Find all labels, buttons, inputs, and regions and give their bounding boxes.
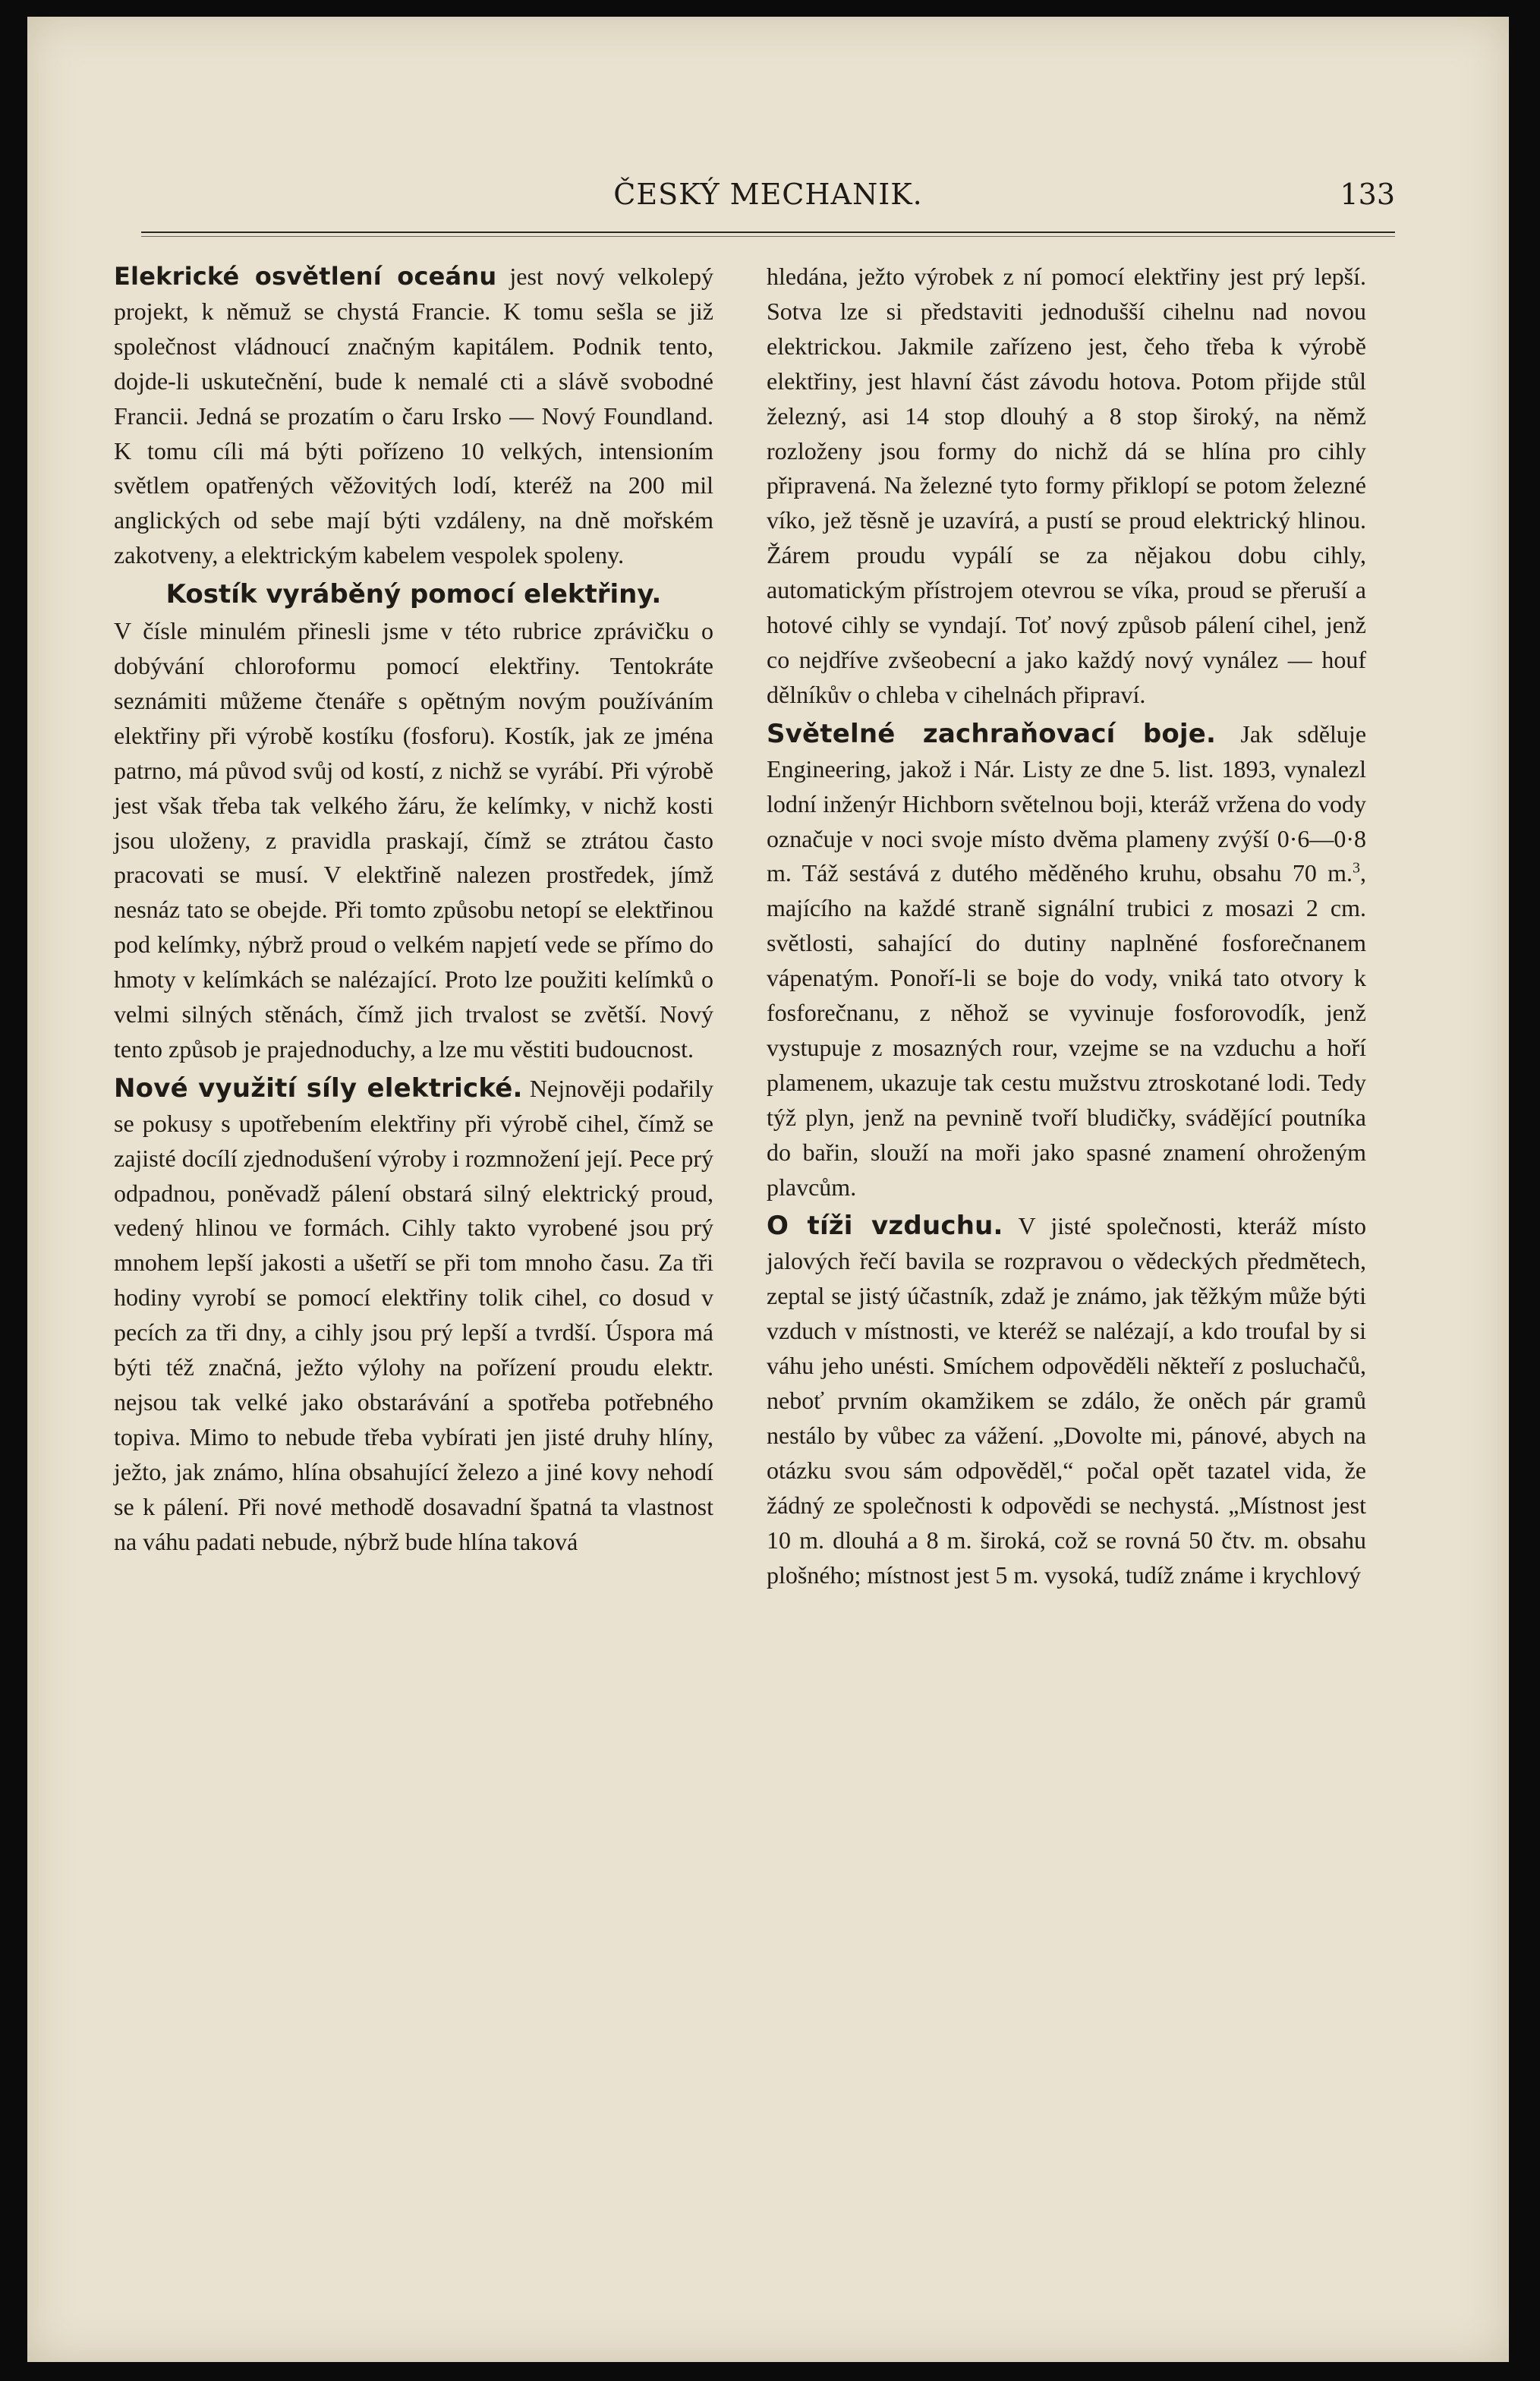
- right-column: [767, 260, 1366, 1592]
- article-body: hledána, ježto výrobek z ní pomocí elektřiny jest prý lepší. Sotva lze si představiti jednodušší cihelnu nad novou elektrickou. Jakmile zařízeno jest, čeho třeba k výrobě elektřiny, jest hlavní část závodu hotova. Potom přijde stůl železný, asi 14 stop dlouhý a 8 stop široký, na němž rozloženy jsou formy do nichž dá se hlína pro cihly připravená. Na železné tyto formy přiklopí se potom železné víko, jež těsně je uzavírá, a pustí se proud elektrický hlinou. Žárem proudu vypálí se za nějakou dobu cihly, automatickým přístrojem otevrou se víka, proud se přeruší a hotové cihly se vyndají. Toť nový způsob pálení cihel, jenž co nejdříve zvšeobecní a jako každý nový vynález — houf dělníkův o chleba v cihelnách připraví.: [767, 263, 1366, 708]
- article-heading: O tíži vzduchu.: [767, 1211, 1003, 1242]
- article-body: V jisté společnosti, kteráž místo jalových řečí bavila se rozpravou o vědeckých předmětech, zeptal se jistý účastník, zdaž je známo, jak těžkým může býti vzduch v místnosti, ve kteréž se nalézají, a kdo troufal by si váhu jeho unésti. Smíchem odpověděli někteří z posluchačů, neboť prvním okamžikem se zdálo, že oněch pár gramů nestálo by vůbec za vážení. „Dovolte mi, pánové, abych na otázku svou sám odpověděl,“ počal opět tazatel vida, že žádný ze společnosti k odpovědi se nechystá. „Místnost jest 10 m. dlouhá a 8 m. široká, což se rovná 50 čtv. m. obsahu plošného; místnost jest 5 m. vysoká, tudíž známe i krychlový: [767, 1212, 1367, 1589]
- article-electric-ocean-lighting: [114, 260, 713, 573]
- header-rule: [141, 231, 1395, 233]
- superscript: 3: [1353, 859, 1360, 877]
- article-electric-bricks: [114, 1072, 713, 1560]
- article-electric-bricks-continued: [767, 260, 1366, 713]
- article-air-weight: [767, 1209, 1366, 1592]
- article-phosphorus: [114, 614, 713, 1067]
- header-rule-thin: [141, 236, 1395, 237]
- page-header: [141, 178, 1395, 220]
- article-body: , majícího na každé straně signální trubici z mosazi 2 cm. světlosti, sahající do dutiny naplněné fosforečnanem vápenatým. Ponoří-li se boje do vody, vniká tato otvory k fosforečnanu, z něhož se vyvinuje fosforovodík, jenž vystupuje z mosazných rour, vzejme se na vzduchu a hoří plamenem, ukazuje tak cestu mužstvu ztroskotané lodi. Tedy týž plyn, jenž na pevnině tvoří bludičky, svádějící poutníka do bařin, slouží na moři jako spasné znamení ohroženým plavcům.: [767, 859, 1366, 1201]
- journal-title: ČESKÝ MECHANIK.: [613, 178, 923, 211]
- article-body: Jak sděluje Engineering, jakož i Nár. Listy ze dne 5. list. 1893, vynalezl lodní inženýr Hichborn světelnou boji, kteráž vržena do vody označuje v noci svoje místo dvěma plameny zvýší 0·6—0·8 m. Táž sestává z dutého měděného kruhu, obsahu 70 m.: [767, 720, 1367, 887]
- article-heading: Nové využití síly elektrické.: [114, 1072, 523, 1104]
- left-column: [114, 260, 713, 1560]
- article-body: Nejnověji podařily se pokusy s upotřebením elektřiny při výrobě cihel, čímž se zajisté docílí zjednodušení výroby i rozmnožení její. Pece prý odpadnou, poněvadž pálení obstará silný elektrický proud, vedený hlinou ve formách. Cihly takto vyrobené jsou prý mnohem lepší jakosti a ušetří se při tom mnoho času. Za tři hodiny vyrobí se pomocí elektřiny tolik cihel, co dosud v pecích za tři dny, a cihly jsou prý lepší a tvrdší. Úspora má býti též značná, ježto výlohy na pořízení proudu elektr. nejsou tak velké jako obstarávání a spotřeba potřebného topiva. Mimo to nebude třeba vybírati jen jisté druhy hlíny, ježto, jak známo, hlína obsahující železo a jiné kovy nehodí se k pálení. Při nové methodě dosavadní špatná ta vlastnost na váhu padati nebude, nýbrž bude hlína taková: [114, 1074, 714, 1555]
- article-heading: Světelné zachraňovací boje.: [767, 718, 1217, 749]
- article-heading: Elekrické osvětlení oceánu: [114, 262, 497, 291]
- article-body: V čísle minulém přinesli jsme v této rubrice zprávičku o dobývání chloroformu pomocí elektřiny. Tentokráte seznámiti můžeme čtenáře s opětným novým používáním elektřiny při výrobě kostíku (fosforu). Kostík, jak ze jména patrno, má původ svůj od kostí, z nichž se vyrábí. Při výrobě jest však třeba tak velkého žáru, že kelímky, v nichž kosti jsou uloženy, z pravidla praskají, čímž se ztrátou často pracovati se musí. V elektřině nalezen prostředek, jímž nesnáz tato se obejde. Při tomto způsobu netopí se elektřinou pod kelímky, nýbrž proud o velkém napjetí vede se přímo do hmoty v kelímkách se nalézající. Proto lze použiti kelímků o velmi silných stěnách, čímž jich trvalost se zvětší. Nový tento způsob je prajednoduchy, a lze mu věstiti budoucnost.: [114, 617, 713, 1063]
- article-rescue-buoys: [767, 717, 1366, 1205]
- article-heading: Kostík vyráběný pomocí elektřiny.: [165, 579, 662, 610]
- article-body: jest nový velkolepý projekt, k němuž se chystá Francie. K tomu sešla se již společnost vládnoucí značným kapitálem. Podnik tento, dojde-li uskutečnění, bude k nemalé cti a slávě svobodné Francii. Jedná se prozatím o čaru Irsko — Nový Foundland. K tomu cíli má býti pořízeno 10 velkých, intensioním světlem opatřených věžovitých lodí, kteréž na 200 mil anglických od sebe mají býti vzdáleny, na dně mořském zakotveny, a elektrickým kabelem vespolek spoleny.: [114, 263, 714, 569]
- page-number: 133: [1340, 178, 1395, 211]
